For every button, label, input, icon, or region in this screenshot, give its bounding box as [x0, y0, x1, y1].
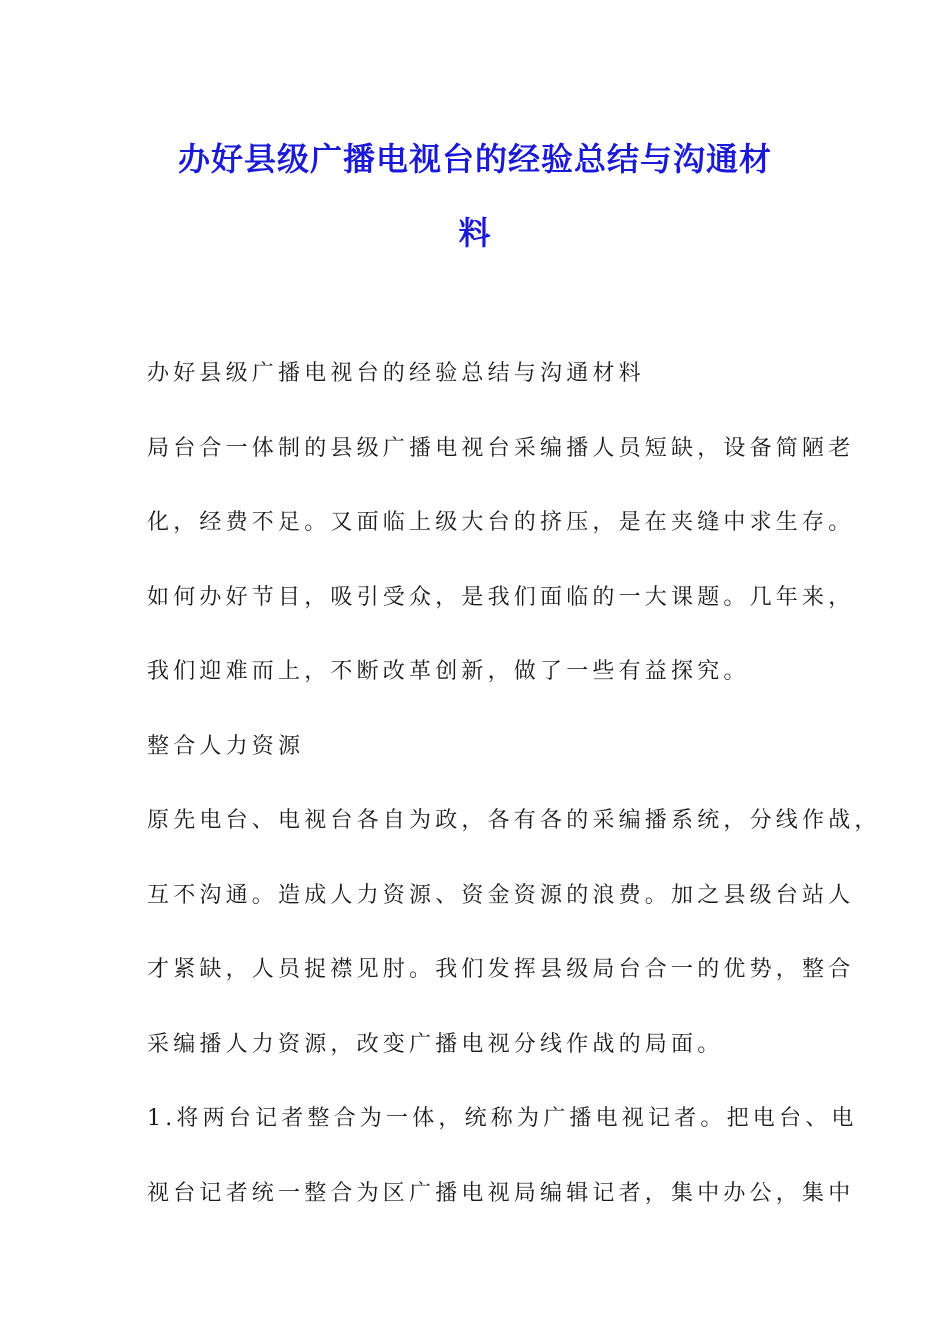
body-line: 才紧缺，人员捉襟见肘。我们发挥县级局台合一的优势，整合 [147, 957, 855, 982]
body-line: 化，经费不足。又面临上级大台的挤压，是在夹缝中求生存。 [147, 510, 855, 535]
body-line: 视台记者统一整合为区广播电视局编辑记者，集中办公，集中 [147, 1180, 855, 1206]
document-title [0, 122, 950, 270]
body-line: 互不沟通。造成人力资源、资金资源的浪费。加之县级台站人 [147, 882, 855, 908]
body-line: 采编播人力资源，改变广播电视分线作战的局面。 [147, 1031, 724, 1057]
section-heading: 整合人力资源 [147, 733, 305, 759]
document-body [147, 337, 881, 1231]
body-line: 原先电台、电视台各自为政，各有各的采编播系统，分线作战， [147, 808, 881, 833]
title-line-1: 办好县级广播电视台的经验总结与沟通材 [177, 140, 772, 178]
title-line-2: 料 [458, 214, 492, 252]
body-line: 1.将两台记者整合为一体，统称为广播电视记者。把电台、电 [147, 1106, 858, 1131]
body-line: 我们迎难而上，不断改革创新，做了一些有益探究。 [147, 659, 750, 684]
body-line: 如何办好节目，吸引受众，是我们面临的一大课题。几年来， [147, 584, 855, 610]
body-line-subtitle: 办好县级广播电视台的经验总结与沟通材料 [147, 361, 645, 386]
body-line: 局台合一体制的县级广播电视台采编播人员短缺，设备简陋老 [147, 435, 855, 461]
